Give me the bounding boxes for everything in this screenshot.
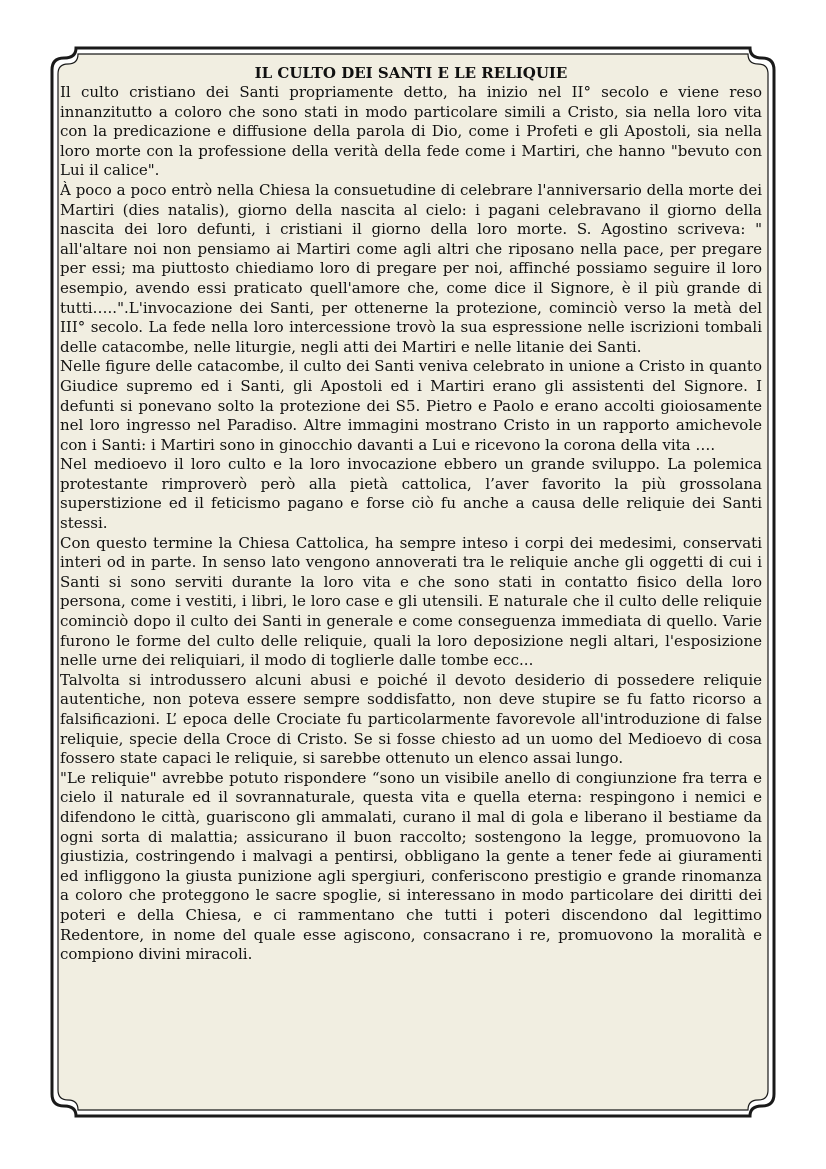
paragraph-2: À poco a poco entrò nella Chiesa la consuetudine di celebrare l'anniversario della morte dei Martiri (dies natalis), giorno della nascita al cielo: i pagani celebravano il giorno della nascita dei loro defunti, i cristiani il giorno della loro morte. S. Agostino scriveva: " all'altare noi non pensiamo ai Martiri come agli altri che riposano nella pace, per pregare per essi; ma piuttosto chiediamo loro di pregare per noi, affinché possiamo seguire il loro esempio, avendo essi praticato quell'amore che, come dice il Signore, è il più grande di tutti…..".L'invocazione dei Santi, per ottenerne la protezione, cominciò verso la metà del III° secolo. La fede nella loro intercessione trovò la sua espressione nelle iscrizioni tombali delle catacombe, nelle liturgie, negli atti dei Martiri e nelle litanie dei Santi. bbox=[60, 180, 762, 356]
article bbox=[60, 64, 762, 1084]
paragraph-6: Talvolta si introdussero alcuni abusi e poiché il devoto desiderio di possedere reliquie autentiche, non poteva essere sempre soddisfatto, non deve stupire se fu fatto ricorso a falsificazioni. L’ epoca delle Crociate fu particolarmente favorevole all'introduzione di false reliquie, specie della Croce di Cristo. Se si fosse chiesto ad un uomo del Medioevo di cosa fossero state capaci le reliquie, si sarebbe ottenuto un elenco assai lungo. bbox=[60, 670, 762, 768]
paragraph-1: Il culto cristiano dei Santi propriamente detto, ha inizio nel II° secolo e viene reso innanzitutto a coloro che sono stati in modo particolare simili a Cristo, sia nella loro vita con la predicazione e diffusione della parola di Dio, come i Profeti e gli Apostoli, sia nella loro morte con la professione della verità della fede come i Martiri, che hanno "bevuto con Lui il calice". bbox=[60, 83, 762, 180]
article-title: IL CULTO DEI SANTI E LE RELIQUIE bbox=[254, 64, 568, 82]
paragraph-4: Nel medioevo il loro culto e la loro invocazione ebbero un grande sviluppo. La polemica protestante rimproverò però alla pietà cattolica, l’aver favorito la più grossolana superstizione ed il feticismo pagano e forse ciò fu anche a causa delle reliquie dei Santi stessi. bbox=[60, 455, 762, 533]
paragraph-7: "Le reliquie" avrebbe potuto rispondere “sono un visibile anello di congiunzione fra terra e cielo il naturale ed il sovrannaturale, questa vita e quella eterna: respingono i nemici e difendono le città, guariscono gli ammalati, curano il mal di gola e liberano il bestiame da ogni sorta di malattia; assicurano il buon raccolto; sostengono la legge, promuovono la giustizia, costringendo i malvagi a pentirsi, obbligano la gente a tener fede ai giuramenti ed infliggono la giusta punizione agli spergiuri, conferiscono prestigio e grande rinomanza a coloro che proteggono le sacre spoglie, si interessano in modo particolare dei diritti dei poteri e della Chiesa, e ci rammentano che tutti i poteri discendono dal legittimo Redentore, in nome del quale esse agiscono, consacrano i re, promuovono la moralità e compiono divini miracoli. bbox=[60, 768, 762, 964]
paragraph-3: Nelle figure delle catacombe, il culto dei Santi veniva celebrato in unione a Cristo in quanto Giudice supremo ed i Santi, gli Apostoli ed i Martiri erano gli assistenti del Signore. I defunti si ponevano solto la protezione dei S5. Pietro e Paolo e erano accolti gioiosamente nel loro ingresso nel Paradiso. Altre immagini mostrano Cristo in un rapporto amichevole con i Santi: i Martiri sono in ginocchio davanti a Lui e ricevono la corona della vita …. bbox=[60, 357, 762, 454]
paragraph-5: Con questo termine la Chiesa Cattolica, ha sempre inteso i corpi dei medesimi, conservati interi od in parte. In senso lato vengono annoverati tra le reliquie anche gli oggetti di cui i Santi si sono serviti durante la loro vita e che sono stati in contatto fisico della loro persona, come i vestiti, i libri, le loro case e gli utensili. E naturale che il culto delle reliquie cominciò dopo il culto dei Santi in generale e come conseguenza immediata di quello. Varie furono le forme del culto delle reliquie, quali la loro deposizione negli altari, l'esposizione nelle urne dei reliquiari, il modo di toglierle dalle tombe ecc... bbox=[60, 533, 762, 670]
